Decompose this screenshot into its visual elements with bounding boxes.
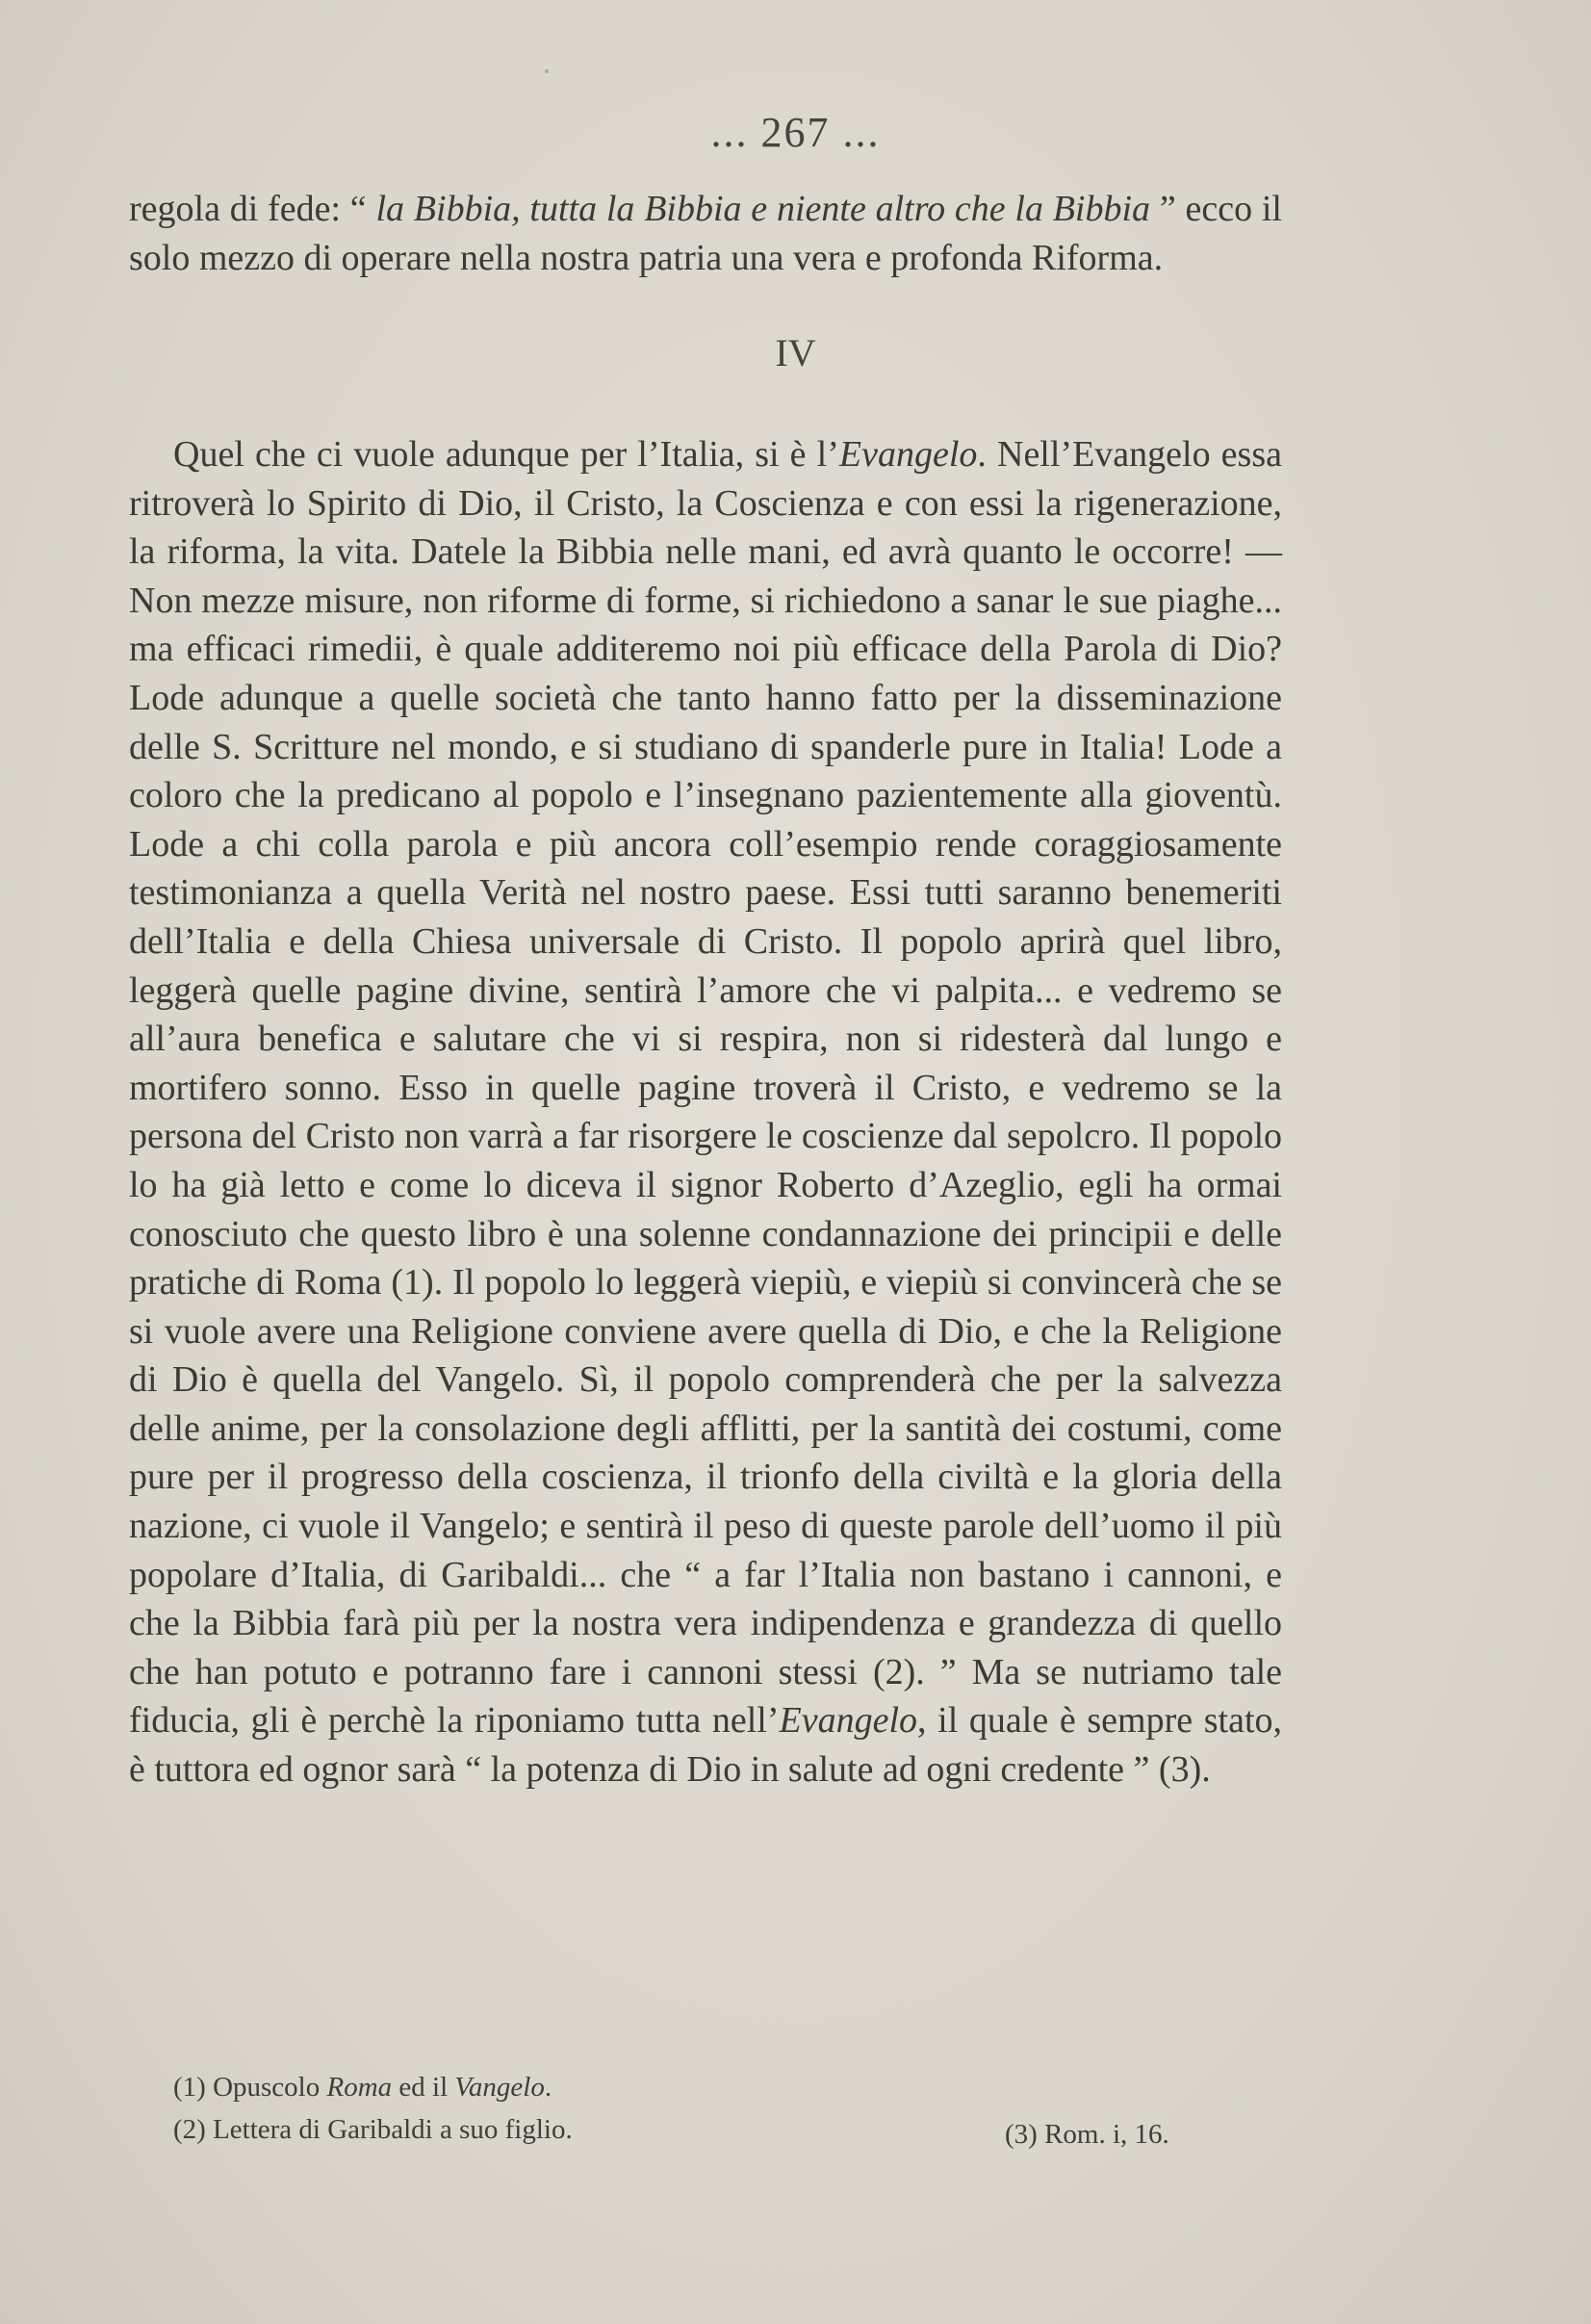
page-number: ... 267 ... bbox=[710, 109, 881, 156]
italic-word: Evangelo bbox=[838, 434, 978, 475]
text-run: ed il bbox=[392, 2072, 455, 2103]
italic-quote: la Bibbia, tutta la Bibbia e niente altro che la Bibbia bbox=[375, 189, 1151, 229]
text-run: regola di fede: “ bbox=[129, 189, 376, 229]
text-run: , il quale è sempre stato, è tuttora ed ognor sarà “ la potenza di Dio in salute ad ogni credente ” (3). bbox=[129, 1700, 1283, 1791]
italic-title: Vangelo bbox=[454, 2072, 545, 2103]
text-run: . Nell’Evangelo essa ritroverà lo Spirito di Dio, il Cristo, la Coscienza e con essi la rigenerazione, la riforma, la vita. Datele la Bibbia nelle mani, ed avrà quanto le occorre! — Non mezze misure, non riforme di forme, si richiedono a sanar le sue piaghe... ma efficaci rimedii, è quale additeremo noi più efficace della Parola di Dio? Lode adunque a quelle società che tanto hanno fatto per la disseminazione delle S. Scritture nel mondo, e si studiano di spanderle pure in Italia! Lode a coloro che la predicano al popolo e l’insegnano pazientemente alla gioventù. Lode a chi colla parola e più ancora coll’esempio rende coraggiosamente testimonianza a quella Verità nel nostro paese. Essi tutti saranno benemeriti dell’Italia e della Chiesa universale di Cristo. Il popolo aprirà quel libro, leggerà quelle pagine divine, sentirà l’amore che vi palpita... e vedremo se all’aura benefica e salutare che vi si respira, non si ridesterà dal lungo e mortifero sonno. Esso in quelle pagine troverà il Cristo, e vedremo se la persona del Cristo non varrà a far risorgere le coscienze dal sepolcro. Il popolo lo ha già letto e come lo diceva il signor Roberto d’Azeglio, egli ha ormai conosciuto che questo libro è una solenne condannazione dei principii e delle pratiche di Roma (1). Il popolo lo leggerà viepiù, e viepiù si convincerà che se si vuole avere una Religione conviene avere quella di Dio, e che la Religione di Dio è quella del Vangelo. Sì, il popolo comprenderà che per la salvezza delle anime, per la consolazione degli afflitti, per la santità dei costumi, come pure per il progresso della coscienza, il trionfo della civiltà e la gloria della nazione, ci vuole il Vangelo; e sentirà il peso di queste parole dell’uomo il più popolare d’Italia, di Garibaldi... che “ a far l’Italia non bastano i cannoni, e che la Bibbia farà più per la nostra vera indipendenza e grandezza di quello che han potuto e potranno fare i cannoni stessi (2). ” Ma se nutriamo tale fiducia, gli è perchè la riponiamo tutta nell’ bbox=[129, 434, 1282, 1742]
footnote-2: (2) Lettera di Garibaldi a suo figlio. bbox=[173, 2114, 573, 2145]
italic-title: Roma bbox=[326, 2072, 393, 2103]
footnote-1 bbox=[173, 2072, 552, 2104]
text-run: Quel che ci vuole adunque per l’Italia, si è l’ bbox=[173, 434, 839, 475]
text-run: . bbox=[544, 2072, 552, 2103]
section-paragraph bbox=[129, 430, 1282, 1795]
text-run: (1) Opuscolo bbox=[173, 2072, 327, 2103]
section-heading: IV bbox=[775, 331, 816, 374]
text-run: ” ecco il solo mezzo di operare nella nostra patria una vera e profonda Riforma. bbox=[129, 189, 1282, 278]
italic-word: Evangelo bbox=[779, 1700, 918, 1742]
ink-speck bbox=[545, 69, 549, 73]
footnote-3: (3) Rom. i, 16. bbox=[1005, 2119, 1169, 2150]
continued-paragraph bbox=[129, 185, 1282, 282]
